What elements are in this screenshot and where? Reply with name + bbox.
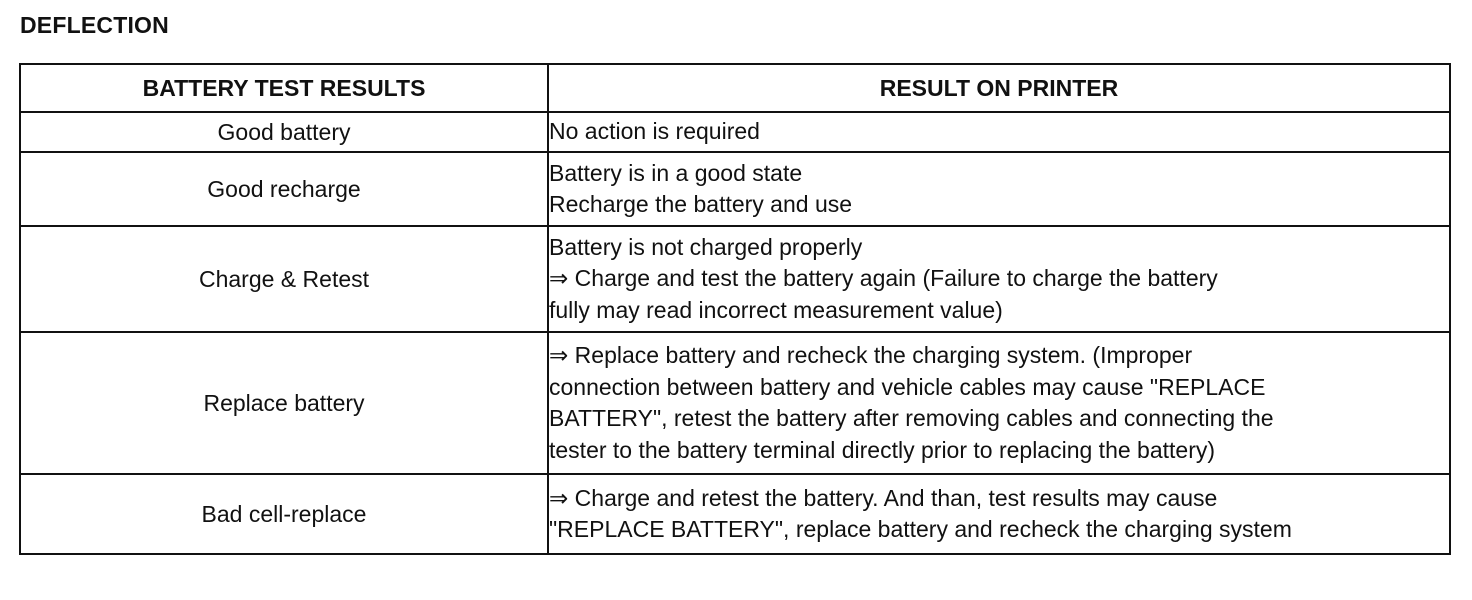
result-cell: Charge & Retest: [20, 226, 548, 332]
action-cell: [548, 226, 1450, 332]
action-line: No action is required: [549, 118, 760, 145]
action-cell: [548, 112, 1450, 152]
result-cell: Replace battery: [20, 332, 548, 474]
result-cell: Good battery: [20, 112, 548, 152]
action-line: Recharge the battery and use: [549, 191, 853, 217]
battery-results-table: [19, 63, 1451, 555]
table-row: [20, 112, 1450, 152]
action-line: ⇒ Replace battery and recheck the charging system. (Improper: [549, 342, 1193, 368]
action-line: ⇒ Charge and retest the battery. And than, test results may cause: [549, 484, 1218, 511]
action-cell: [548, 332, 1450, 474]
table-row: [20, 152, 1450, 226]
action-line: connection between battery and vehicle cables may cause "REPLACE: [549, 373, 1266, 400]
action-line: BATTERY", retest the battery after removing cables and connecting the: [549, 405, 1274, 431]
action-line: Battery is in a good state: [549, 159, 803, 186]
action-cell: [548, 474, 1450, 554]
table-row: [20, 332, 1450, 474]
action-line: Battery is not charged properly: [549, 233, 863, 260]
action-cell: [548, 152, 1450, 226]
table-header-row: [20, 64, 1450, 112]
header-result-on-printer: RESULT ON PRINTER: [548, 64, 1450, 112]
page-title: DEFLECTION: [20, 12, 169, 38]
action-line: fully may read incorrect measurement value): [549, 296, 1003, 323]
action-line: ⇒ Charge and test the battery again (Failure to charge the battery: [549, 265, 1218, 292]
result-cell: Bad cell-replace: [20, 474, 548, 554]
table-row: [20, 474, 1450, 554]
header-battery-test-results: BATTERY TEST RESULTS: [20, 64, 548, 112]
action-line: tester to the battery terminal directly prior to replacing the battery): [549, 436, 1216, 463]
result-cell: Good recharge: [20, 152, 548, 226]
table-row: [20, 226, 1450, 332]
action-line: "REPLACE BATTERY", replace battery and recheck the charging system: [549, 516, 1292, 542]
